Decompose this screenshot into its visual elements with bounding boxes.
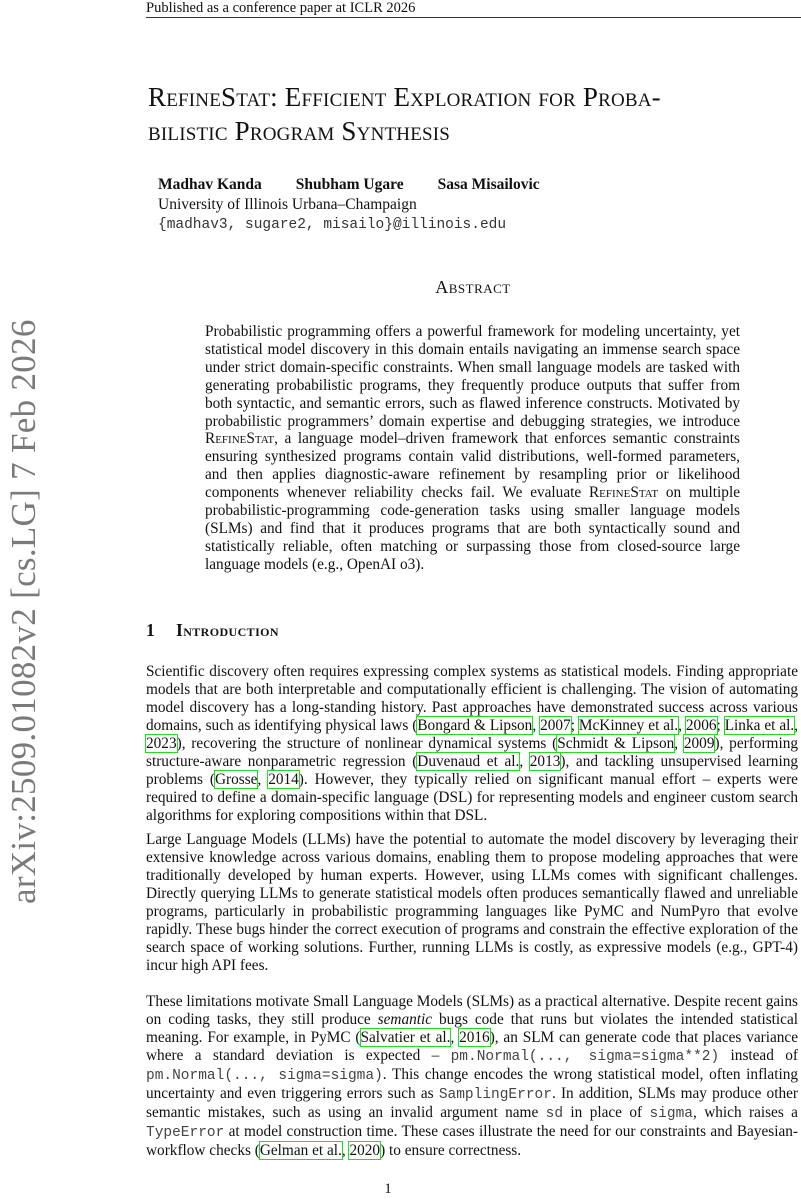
system-name: RefineStat	[205, 430, 275, 448]
author-block	[158, 175, 658, 235]
intro-paragraph-1: Scientific discovery often requires expressing complex systems as statistical models. Finding appropriate models that are both interpretable and computationally efficient is challenging. The vision of automating model discovery has a long-standing history. Past approaches have demonstrated success across various domains, such as identifying physical laws (Bongard & Lipson, 2007; McKinney et al., 2006; Linka et al., 2023), recovering the structure of nonlinear dynamical systems (Schmidt & Lipson, 2009), performing structure-aware nonparametric regression (Duvenaud et al., 2013), and tackling unsupervised learning problems (Grosse, 2014). However, they typically relied on significant manual effort – experts were required to define a domain-specific language (DSL) for representing models and engineer custom search algorithms for exploring compositions within that DSL.	[146, 663, 799, 824]
running-header-text: Published as a conference paper at ICLR 2026	[146, 0, 416, 16]
inline-code: sigma	[649, 1106, 693, 1122]
title-line-2: bilistic Program Synthesis	[148, 116, 451, 146]
citation-year-link[interactable]: 2014	[268, 771, 299, 788]
citation-year-link[interactable]: 2020	[349, 1142, 381, 1159]
inline-code: pm.Normal(..., sigma=sigma**2)	[450, 1049, 720, 1065]
author-name: Sasa Misailovic	[437, 176, 540, 193]
author-name: Madhav Kanda	[158, 176, 262, 193]
emphasis-text: semantic	[377, 1011, 433, 1028]
intro-paragraph-2: Large Language Models (LLMs) have the potential to automate the model discovery by leveraging their extensive knowledge across various domains, enabling them to propose modeling approaches that were traditionally developed by human experts. However, using LLMs comes with significant challenges. Directly querying LLMs to generate statistical models often produces semantically flawed and unreliable programs, particularly in probabilistic programming languages like PyMC and NumPyro that evolve rapidly. These bugs hinder the correct execution of programs and constrain the effective exploration of the search space of working solutions. Further, running LLMs is costly, as expressive models (e.g., GPT-4) incur high API fees.	[146, 831, 798, 974]
running-header	[146, 0, 801, 18]
inline-code: pm.Normal(..., sigma=sigma)	[146, 1068, 383, 1084]
arxiv-identifier-stamp: arXiv:2509.01082v2 [cs.LG] 7 Feb 2026	[4, 319, 43, 904]
inline-code: sd	[545, 1106, 564, 1122]
paper-title	[148, 80, 801, 148]
citation-year-link[interactable]: 2009	[683, 735, 715, 752]
author-emails: {madhav3, sugare2, misailo}@illinois.edu	[158, 217, 507, 233]
citation-link[interactable]: Gelman et al.	[259, 1142, 342, 1159]
inline-code: TypeError	[146, 1125, 225, 1141]
citation-year-link[interactable]: 2007	[540, 717, 571, 734]
citation-year-link[interactable]: 2006	[685, 717, 717, 734]
title-line-1: RefineStat: Efficient Exploration for Proba-	[148, 82, 661, 112]
section-heading-introduction	[146, 620, 279, 641]
inline-code: SamplingError	[438, 1087, 552, 1103]
citation-year-link[interactable]: 2016	[459, 1029, 490, 1046]
citation-link[interactable]: Duvenaud et al.	[417, 753, 520, 770]
intro-paragraph-3: These limitations motivate Small Language Models (SLMs) as a practical alternative. Despite recent gains on coding tasks, they still produce semantic bugs code that runs but violates the intended statistical meaning. For example, in PyMC (Salvatier et al., 2016), an SLM can generate code that places variance where a standard deviation is expected – pm.Normal(..., sigma=sigma**2) instead of pm.Normal(..., sigma=sigma). This change encodes the wrong statistical model, often inflating uncertainty and even triggering errors such as SamplingError. In addition, SLMs may produce other semantic mistakes, such as using an invalid argument name sd in place of sigma, which raises a TypeError at model construction time. These cases illustrate the need for our constraints and Bayesian-workflow checks (Gelman et al., 2020) to ensure correctness.	[146, 993, 798, 1159]
citation-link[interactable]: Schmidt & Lipson	[557, 735, 675, 752]
affiliation: University of Illinois Urbana–Champaign	[158, 196, 417, 213]
system-name: RefineStat	[588, 484, 659, 502]
section-number: 1	[146, 620, 156, 640]
abstract-text: Probabilistic programming offers a powerful framework for modeling uncertainty, yet statistical model discovery in this domain entails navigating an immense search space under strict domain-specific constraints. When small language models are tasked with generating probabilistic programs, they frequently produce outputs that suffer from both syntactic, and semantic errors, such as flawed inference constructs. Motivated by probabilistic programmers’ domain expertise and debugging strategies, we introduce RefineStat, a language model–driven framework that enforces semantic constraints ensuring synthesized programs contain valid distributions, well-formed parameters, and then applies diagnostic-aware refinement by resampling prior or likelihood components whenever reliability checks fail. We evaluate RefineStat on multiple probabilistic-programming code-generation tasks using smaller language models (SLMs) and find that it produces programs that are both syntactically sound and statistically reliable, often matching or surpassing those from closed-source large language models (e.g., OpenAI o3).	[205, 323, 740, 573]
page-number: 1	[384, 1181, 392, 1197]
citation-link[interactable]: Linka et al.	[724, 717, 795, 734]
abstract-heading: Abstract	[435, 277, 511, 297]
citation-link[interactable]: Salvatier et al.	[360, 1029, 451, 1046]
citation-link[interactable]: McKinney et al.	[578, 717, 679, 734]
citation-year-link[interactable]: 2013	[529, 753, 561, 770]
citation-link[interactable]: Bongard & Lipson	[417, 717, 533, 734]
citation-year-link[interactable]: 2023	[146, 735, 177, 752]
section-title: Introduction	[176, 620, 279, 640]
author-names	[158, 175, 658, 195]
author-name: Shubham Ugare	[295, 176, 404, 193]
citation-link[interactable]: Grosse	[214, 771, 258, 788]
